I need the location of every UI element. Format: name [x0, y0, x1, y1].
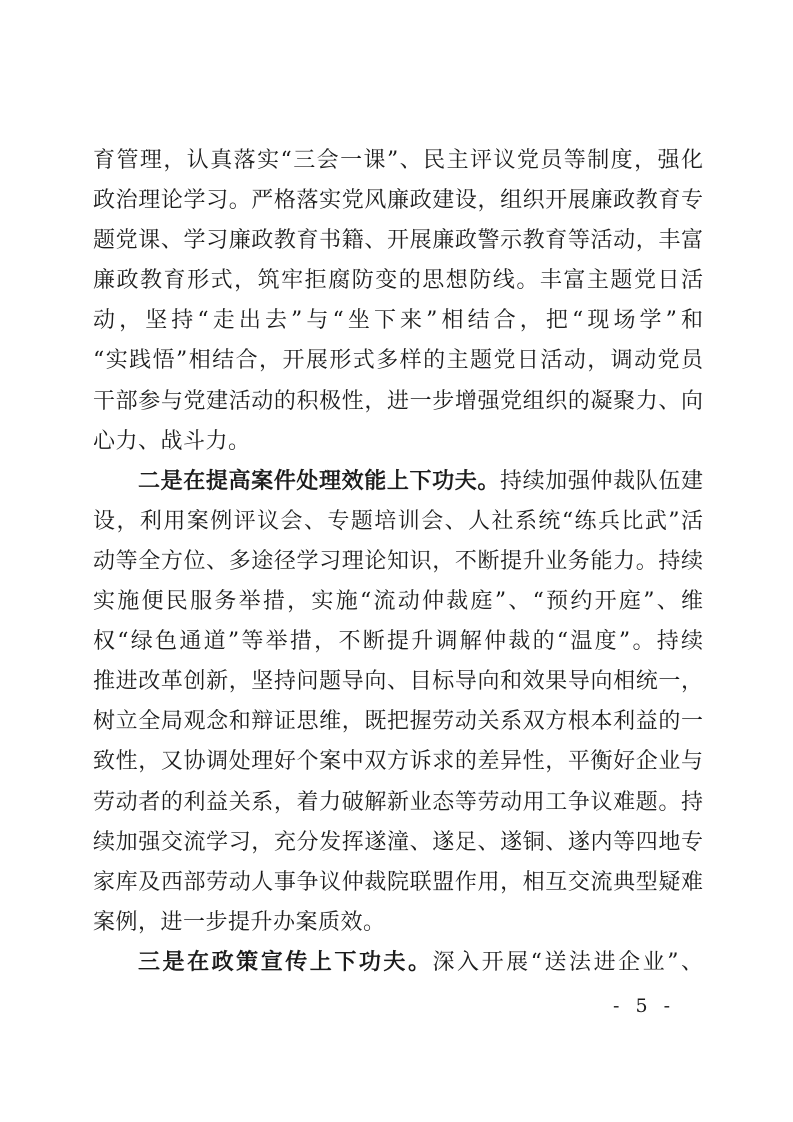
text-line [93, 301, 703, 341]
paragraph-text: 题党课、学习廉政教育书籍、开展廉政警示教育等活动，丰富 [93, 228, 703, 254]
paragraph-text: 案例，进一步提升办案质效。 [93, 909, 386, 935]
text-line [93, 261, 703, 301]
text-line [93, 181, 703, 221]
text-line [93, 221, 703, 261]
text-line [93, 702, 703, 742]
paragraph-text: 权“绿色通道”等举措，不断提升调解仲裁的“温度”。持续 [93, 629, 703, 655]
text-line [93, 742, 703, 782]
paragraph-text: 劳动者的利益关系，着力破解新业态等劳动用工争议难题。持 [93, 789, 703, 815]
text-line [93, 783, 703, 823]
text-line [93, 662, 703, 702]
paragraph-text: 家库及西部劳动人事争议仲裁院联盟作用，相互交流典型疑难 [93, 869, 703, 895]
paragraph-text: 续加强交流学习，充分发挥遂潼、遂足、遂铜、遂内等四地专 [93, 829, 703, 855]
document-body [93, 141, 703, 983]
paragraph-lead: 三是在政策宣传上下功夫。 [138, 949, 433, 975]
paragraph-text: “实践悟”相结合，开展形式多样的主题党日活动，调动党员 [93, 348, 703, 374]
text-line [93, 903, 703, 943]
text-line [93, 422, 703, 462]
text-line [93, 462, 703, 502]
paragraph-text: 干部参与党建活动的积极性，进一步增强党组织的凝聚力、向 [93, 388, 703, 414]
paragraph-text: 致性，又协调处理好个案中双方诉求的差异性，平衡好企业与 [93, 749, 703, 775]
text-line [93, 542, 703, 582]
paragraph-text: 深入开展“送法进企业”、 [432, 949, 703, 975]
page-number: - 5 - [612, 995, 675, 1017]
text-line [93, 622, 703, 662]
paragraph-text: 动，坚持“走出去”与“坐下来”相结合，把“现场学”和 [93, 308, 703, 334]
paragraph-text: 政治理论学习。严格落实党风廉政建设，组织开展廉政教育专 [93, 188, 703, 214]
paragraph-lead: 二是在提高案件处理效能上下功夫。 [138, 468, 500, 494]
paragraph-text: 廉政教育形式，筑牢拒腐防变的思想防线。丰富主题党日活 [93, 268, 703, 294]
paragraph-text: 推进改革创新，坚持问题导向、目标导向和效果导向相统一， [93, 669, 703, 695]
text-line [93, 863, 703, 903]
paragraph-text: 持续加强仲裁队伍建 [499, 468, 703, 494]
paragraph-text: 实施便民服务举措，实施“流动仲裁庭”、“预约开庭”、维 [93, 589, 703, 615]
text-line [93, 582, 703, 622]
text-line [93, 823, 703, 863]
paragraph-text: 设，利用案例评议会、专题培训会、人社系统“练兵比武”活 [93, 508, 703, 534]
paragraph-text: 树立全局观念和辩证思维，既把握劳动关系双方根本利益的一 [93, 709, 703, 735]
text-line [93, 382, 703, 422]
paragraph-text: 心力、战斗力。 [93, 428, 251, 454]
text-line [93, 943, 703, 983]
text-line [93, 502, 703, 542]
text-line [93, 341, 703, 381]
text-line [93, 141, 703, 181]
paragraph-text: 动等全方位、多途径学习理论知识，不断提升业务能力。持续 [93, 548, 703, 574]
paragraph-text: 育管理，认真落实“三会一课”、民主评议党员等制度，强化 [93, 148, 703, 173]
